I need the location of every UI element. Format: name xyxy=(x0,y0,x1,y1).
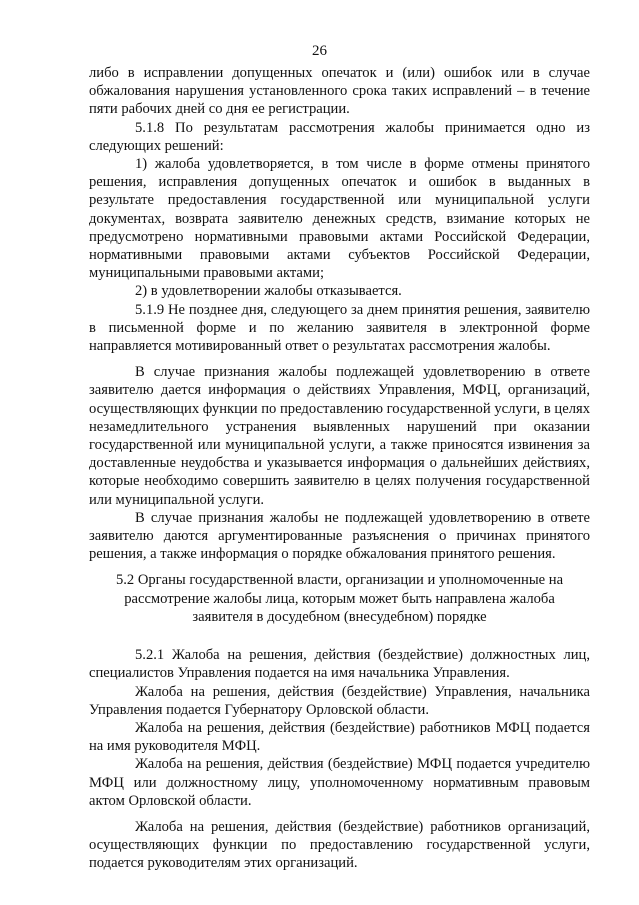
paragraph-complaint-rejected: В случае признания жалобы не подлежащей удовлетворению в ответе заявителю даются аргументированные разъяснения о причинах принятого решения, а также информация о порядке обжалования принятого решения. xyxy=(89,509,590,563)
paragraph-governor: Жалоба на решения, действия (бездействие) Управления, начальника Управления подается Губернатору Орловской области. xyxy=(89,683,590,718)
paragraph-5-1-8: 5.1.8 По результатам рассмотрения жалобы принимается одно из следующих решений: xyxy=(89,119,590,154)
paragraph-5-1-9: 5.1.9 Не позднее дня, следующего за днем принятия решения, заявителю в письменной форме и по желанию заявителя в электронной форме направляется мотивированный ответ о результатах рассмотрения жалобы. xyxy=(89,301,590,355)
paragraph-decision-1: 1) жалоба удовлетворяется, в том числе в форме отмены принятого решения, исправления допущенных опечаток и ошибок в выданных в результате предоставления государственной или муниципальной услуги документах, возврата заявителю денежных средств, взимание которых не предусмотрено нормативными правовыми актами Российской Федерации, нормативными правовыми актами субъектов Российской Федерации, муниципальными правовыми актами; xyxy=(89,156,590,282)
paragraph-decision-2: 2) в удовлетворении жалобы отказывается. xyxy=(135,283,402,300)
paragraph-complaint-upheld: В случае признания жалобы подлежащей удовлетворению в ответе заявителю дается информация о действиях Управления, МФЦ, организаций, осуществляющих функции по предоставлению государственной услуги, в целях незамедлительного устранения выявленных нарушений при оказании государственной или муниципальной услуги, а также приносятся извинения за доставленные неудобства и указывается информация о дальнейших действиях, которые необходимо совершить заявителю в целях получения государственной или муниципальной услуги. xyxy=(89,364,590,508)
page-number: 26 xyxy=(312,43,327,59)
section-heading-5-2: 5.2 Органы государственной власти, организации и уполномоченные на рассмотрение жалобы лица, которым может быть направлена жалоба заявителя в досудебном (внесудебном) порядке xyxy=(115,572,564,625)
paragraph-mfc-founder: Жалоба на решения, действия (бездействие) МФЦ подается учредителю МФЦ или должностному лицу, уполномоченному нормативным правовым актом Орловской области. xyxy=(89,756,590,809)
paragraph-5-2-1: 5.2.1 Жалоба на решения, действия (бездействие) должностных лиц, специалистов Управления подается на имя начальника Управления. xyxy=(89,647,590,682)
paragraph-continuation: либо в исправлении допущенных опечаток и (или) ошибок или в случае обжалования нарушения установленного срока таких исправлений – в течение пяти рабочих дней со дня ее регистрации. xyxy=(89,65,590,118)
document-body xyxy=(89,64,590,873)
paragraph-organizations: Жалоба на решения, действия (бездействие) работников организаций, осуществляющих функции по предоставлению государственной услуги, подается руководителям этих организаций. xyxy=(89,818,590,872)
paragraph-mfc-head: Жалоба на решения, действия (бездействие) работников МФЦ подается на имя руководителя МФЦ. xyxy=(89,719,590,755)
